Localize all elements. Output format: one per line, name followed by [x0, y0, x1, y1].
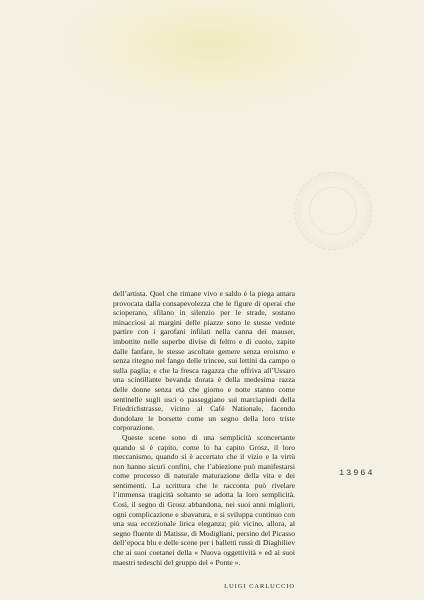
article-text [113, 289, 295, 567]
author-signature: LUIGI CARLUCCIO [224, 583, 295, 590]
article-paragraph: Queste scene sono di una semplicità sconcertante quando si è capito, come lo ha capito Grosz, il loro meccanismo, quando si è accertato che il vizio e la virtù non hanno sicuri confini, che l’abiezione può manifestarsi come processo di naturale maturazione della vita e dei sentimenti. La scrittura che le racconta può rivelare l’immensa tragicità soltanto se adotta la loro semplicità. Così, il segno di Grosz abbandona, nei suoi anni migliori, ogni complicazione e sbavatura, e si sviluppa continuo con una sua eccezionale lirica eleganza; più vicino, allora, al segno fluente di Matisse, di Modigliani, persino del Picasso dell’epoca blu e delle scene per i balletti russi di Diaghiliev che ai suoi coetanei della « Nuova oggettività » ed ai suoi maestri tedeschi del gruppo del « Ponte ». [113, 432, 295, 567]
faded-stamp [294, 172, 372, 250]
article-paragraph: dell’artista. Quel che rimane vivo e saldo è la piega amara provocata dalla consapevolezza che le figure di operai che scioperano, sfilano in silenzio per le strade, sostano minacciosi ai margini delle piazze sono le stesse vedute partire con i garofani infilati nella canna dei mauser, imbottite nelle superbe divise di feltro e di cuoio, zapite dalle fanfare, le stesse ascoltate gemere senza eroismo e senza ritegno nel fango delle trincee, sui lettini da campo o sulla paglia; e che la fresca ragazza che offriva all’Ussaro una scintillante bevanda dorata è della medesima razza delle donne senza età che giorno e notte stanno come sentinelle sugli usci o passeggiano sui marciapiedi della Friedrichstrasse, vicino al Café Nationale, facendo dondolare le borsette come un segno della loro triste corporazione. [113, 289, 295, 433]
inventory-number: 13964 [339, 468, 375, 478]
